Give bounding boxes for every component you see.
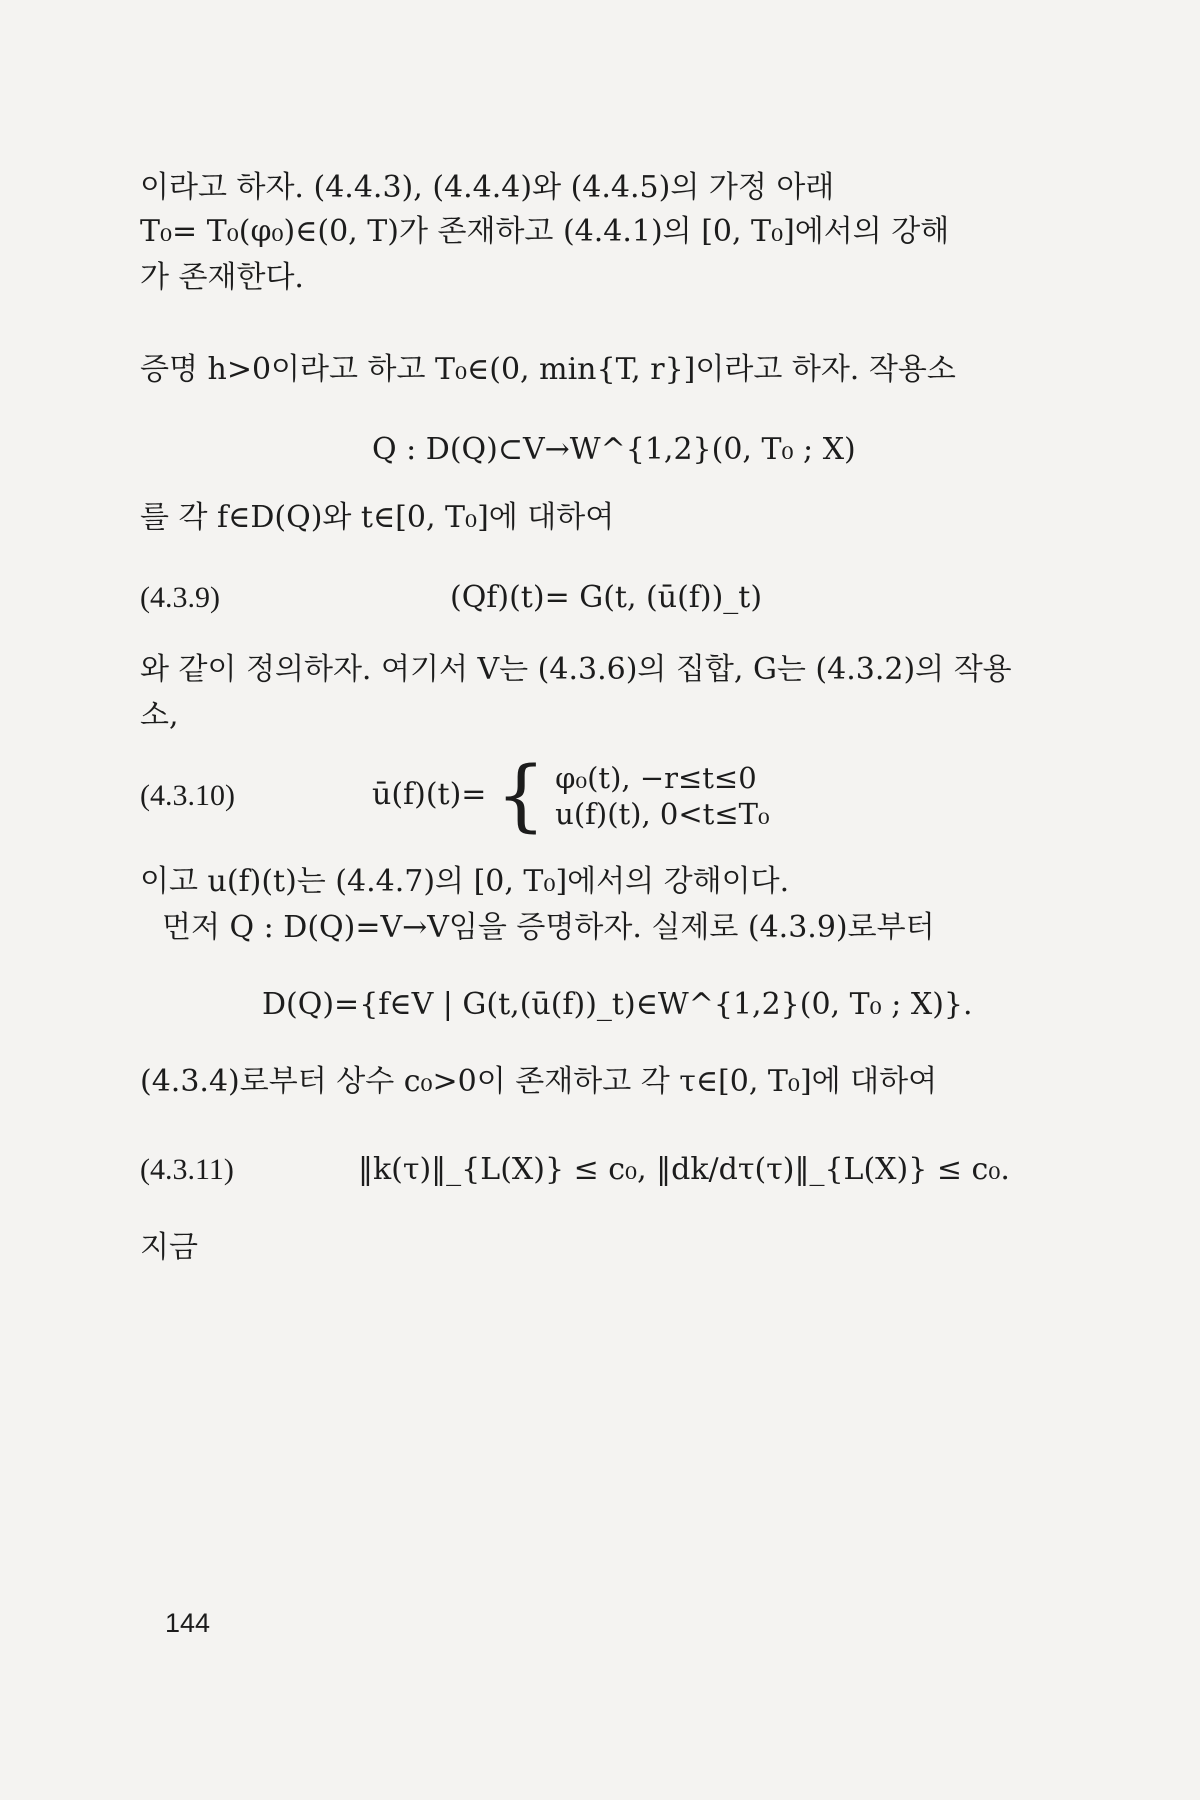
text-line-now: 지금 — [140, 1230, 198, 1265]
text-line-constant: (4.3.4)로부터 상수 c₀>0이 존재하고 각 τ∈[0, T₀]에 대하여 — [140, 1064, 938, 1099]
case-2: u(f)(t), 0<t≤T₀ — [555, 797, 770, 831]
text-line-1: 이라고 하자. (4.4.3), (4.4.4)와 (4.4.5)의 가정 아래 — [140, 170, 835, 205]
equation-number-4-3-10: (4.3.10) — [140, 779, 235, 812]
domain-definition: D(Q)={f∈V | G(t,(ū(f))_t)∈W^{1,2}(0, T₀ ; X)}. — [262, 987, 973, 1022]
equation-4-3-11: ‖k(τ)‖_{L(X)} ≤ c₀, ‖dk/dτ(τ)‖_{L(X)} ≤ c₀. — [358, 1152, 1010, 1187]
text-line-operator-suffix: 소, — [140, 698, 179, 733]
equation-number-4-3-9: (4.3.9) — [140, 581, 220, 614]
equation-4-3-10 — [372, 751, 770, 841]
text-line-define: 와 같이 정의하자. 여기서 V는 (4.3.6)의 집합, G는 (4.3.2)의 작용 — [140, 652, 1012, 687]
page-number: 144 — [165, 1608, 211, 1638]
equation-4-3-10-lhs: ū(f)(t)= — [372, 777, 487, 812]
left-brace: { — [495, 751, 546, 841]
case-1: φ₀(t), −r≤t≤0 — [555, 761, 757, 795]
operator-definition: Q : D(Q)⊂V→W^{1,2}(0, T₀ ; X) — [372, 432, 856, 467]
proof-line: 증명 h>0이라고 하고 T₀∈(0, min{T, r}]이라고 하자. 작용소 — [140, 352, 956, 387]
equation-number-4-3-11: (4.3.11) — [140, 1153, 234, 1186]
text-line-3: 가 존재한다. — [140, 260, 304, 295]
text-line-first: 먼저 Q : D(Q)=V→V임을 증명하자. 실제로 (4.3.9)로부터 — [162, 910, 935, 945]
text-line-for-each: 를 각 f∈D(Q)와 t∈[0, T₀]에 대하여 — [140, 500, 615, 535]
piecewise-cases — [555, 760, 769, 832]
equation-4-3-9: (Qf)(t)= G(t, (ū(f))_t) — [450, 580, 763, 615]
text-line-strong-solution: 이고 u(f)(t)는 (4.4.7)의 [0, T₀]에서의 강해이다. — [140, 864, 790, 899]
text-line-2: T₀= T₀(φ₀)∈(0, T)가 존재하고 (4.4.1)의 [0, T₀]에서의 강해 — [140, 214, 950, 249]
